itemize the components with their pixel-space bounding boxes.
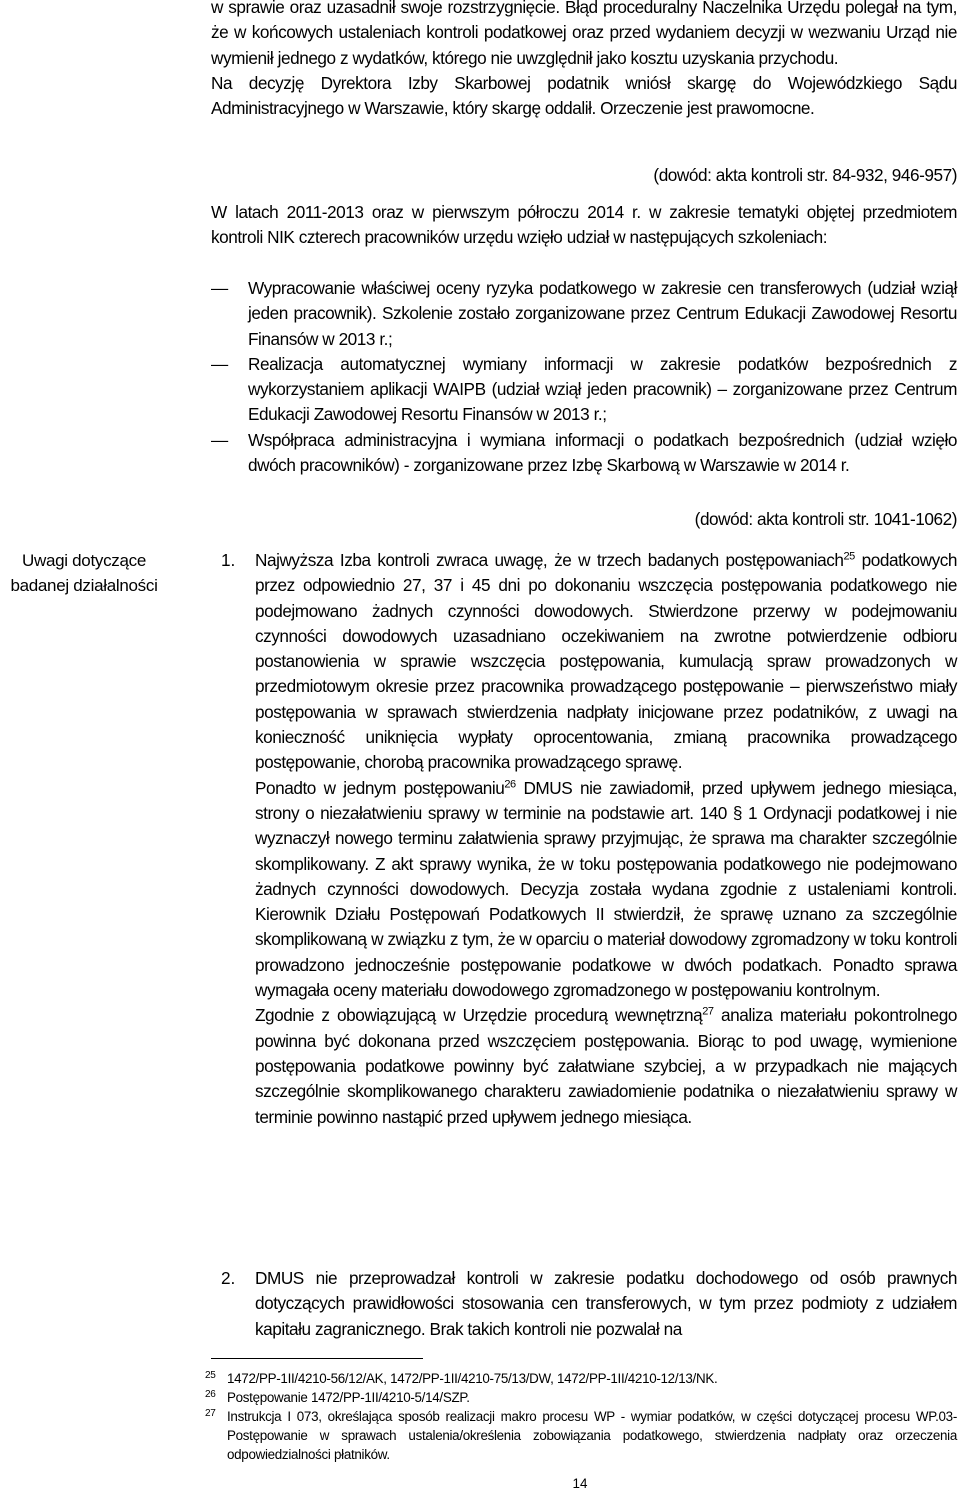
footnotes [205,1369,957,1464]
footnote-divider [211,1358,423,1359]
side-label [0,548,168,598]
numbered-item-2 [221,1266,957,1342]
list-item [211,428,957,479]
side-label-line-1: Uwagi dotyczące [21,551,146,570]
item-body [255,548,957,1130]
footnote [205,1369,957,1388]
footnote-text: Instrukcja I 073, określająca sposób realizacji makro procesu WP - wymiar podatków, w części dotyczącej procesu WP.03- Postępowanie w sprawach ustalenia/określenia zobowiązania podatkowego, stwierdzenia nadpłaty oraz orzeczenia odpowiedzialności płatników. [227,1409,957,1462]
dash-bullet: — [211,429,228,450]
footnote-ref: 27 [702,1005,714,1018]
footnote-number: 26 [205,1389,216,1400]
footnote [205,1388,957,1407]
footnote-number: 27 [205,1408,216,1419]
footnote-ref: 25 [843,550,855,563]
evidence-note-2: (dowód: akta kontroli str. 1041-1062) [694,509,957,529]
item-body: DMUS nie przeprowadzał kontroli w zakresie podatku dochodowego od osób prawnych dotyczących prawidłowości stosowania cen transferowych, w tym przez podmioty z udziałem kapitału zagranicznego. Brak takich kontroli nie pozwalał na [255,1268,957,1339]
footnote-text: 1472/PP-1II/4210-56/12/AK, 1472/PP-1II/4210-75/13/DW, 1472/PP-1II/4210-12/13/NK. [227,1371,718,1386]
footnote-ref: 26 [504,777,516,790]
item-1-paragraph-3: Zgodnie z obowiązującą w Urzędzie procedurą wewnętrzną$^{27}$ analiza materiału pokontrolnego powinna być dokonana przed wszczęciem postępowania. Biorąc to pod uwagę, wymienione postępowania podatkowe powinny być załatwiane szybciej, a w przypadkach nie mających szczególnie skomplikowanego charakteru zawiadomienie podatnika o niezałatwieniu sprawy w terminie powinno nastąpić przed upływem jednego miesiąca. [255,1005,957,1127]
dash-bullet: — [211,278,228,298]
footnote-number: 25 [205,1370,216,1381]
intro-paragraph-2: Na decyzję Dyrektora Izby Skarbowej podatnik wniósł skargę do Wojewódzkiego Sądu Administracyjnego w Warszawie, który skargę oddalił. Orzeczenie jest prawomocne. [211,72,957,119]
numbered-item-1 [221,548,957,1130]
page-number: 14 [572,1476,588,1491]
footnote-text: Postępowanie 1472/PP-1II/4210-5/14/SZP. [227,1390,470,1405]
intro-paragraph-1: w sprawie oraz uzasadnił swoje rozstrzygnięcie. Błąd proceduralny Naczelnika Urzędu polegał na tym, że w końcowych ustaleniach kontroli podatkowej oraz przed wydaniem decyzji w wezwaniu Urząd nie wymienił jednego z wydatków, którego nie uwzględnił jako kosztu uzyskania przychodu. [211,0,957,68]
list-item-text: Współpraca administracyjna i wymiana informacji o podatkach bezpośrednich (udział wzięło dwóch pracowników) - zorganizowane przez Izbę Skarbową w Warszawie w 2014 r. [248,429,957,476]
dash-bullet: — [211,353,228,374]
training-list [211,276,957,478]
side-label-line-2: badanej działalności [10,576,158,595]
list-item-text: Wypracowanie właściwej oceny ryzyka podatkowego w zakresie cen transferowych (udział wziął jeden pracownik). Szkolenie zostało zorganizowane przez Centrum Edukacji Zawodowej Resortu Finansów w 2013 r.; [248,278,957,349]
intro-section [211,0,957,121]
item-1-paragraph-2: Ponadto w jednym postępowaniu$^{26}$ DMUS nie zawiadomił, przed upływem jednego miesiąca, strony o niezałatwieniu sprawy w terminie na podstawie art. 140 § 1 Ordynacji podatkowej i nie wyznaczył nowego terminu załatwienia sprawy przyjmując, że sprawa ma charakter szczególnie skomplikowany. Z akt sprawy wynika, że w toku postępowania podatkowego nie podejmowano żadnych czynności dowodowych. Decyzja została wydana zgodnie z ustaleniami kontroli. Kierownik Działu Postępowań Podatkowych II stwierdził, że sprawę uznano za szczególnie skomplikowaną w związku z tym, że w oparciu o materiał dowodowy zgromadzony w toku kontroli prowadzono jednocześnie postępowanie podatkowe w dwóch podatkach. Ponadto sprawa wymagała oceny materiału dowodowego zgromadzonego w postępowaniu kontrolnym. [255,777,957,1001]
training-intro-paragraph: W latach 2011-2013 oraz w pierwszym półroczu 2014 r. w zakresie tematyki objętej przedmiotem kontroli NIK czterech pracowników urzędu wzięło udział w następujących szkoleniach: [211,202,957,248]
item-number: 2. [221,1268,236,1288]
evidence-note-1: (dowód: akta kontroli str. 84-932, 946-957) [653,165,957,185]
item-1-paragraph-1: Najwyższa Izba kontroli zwraca uwagę, że w trzech badanych postępowaniach$^{25}$ podatkowych przez odpowiednio 27, 37 i 45 dni po dokonaniu wszczęcia postępowania podatkowego nie podejmowano żadnych czynności dowodowych. Stwierdzone przerwy w podejmowaniu czynności dowodowych uzasadniano oczekiwaniem na zwrotne potwierdzenie odbioru postanowienia w sprawie wszczęcia postępowania, kumulacją spraw prowadzonych w przedmiotowym okresie przez pracownika prowadzącego postępowanie – pierwszeństwo miały postępowania w sprawach stwierdzenia nadpłaty inicjowane przez podatników, z uwagi na konieczność uniknięcia wypłaty oprocentowania, zmianą pracownika prowadzącego postępowanie, chorobą pracownika prowadzącego sprawę. [255,550,958,773]
list-item-text: Realizacja automatycznej wymiany informacji w zakresie podatków bezpośrednich z wykorzystaniem aplikacji WAIPB (udział wziął jeden pracownik) – zorganizowane przez Centrum Edukacji Zawodowej Resortu Finansów w 2013 r.; [248,353,957,425]
list-item [211,352,957,428]
list-item [211,276,957,352]
footnote [205,1407,957,1464]
item-number: 1. [221,550,236,570]
